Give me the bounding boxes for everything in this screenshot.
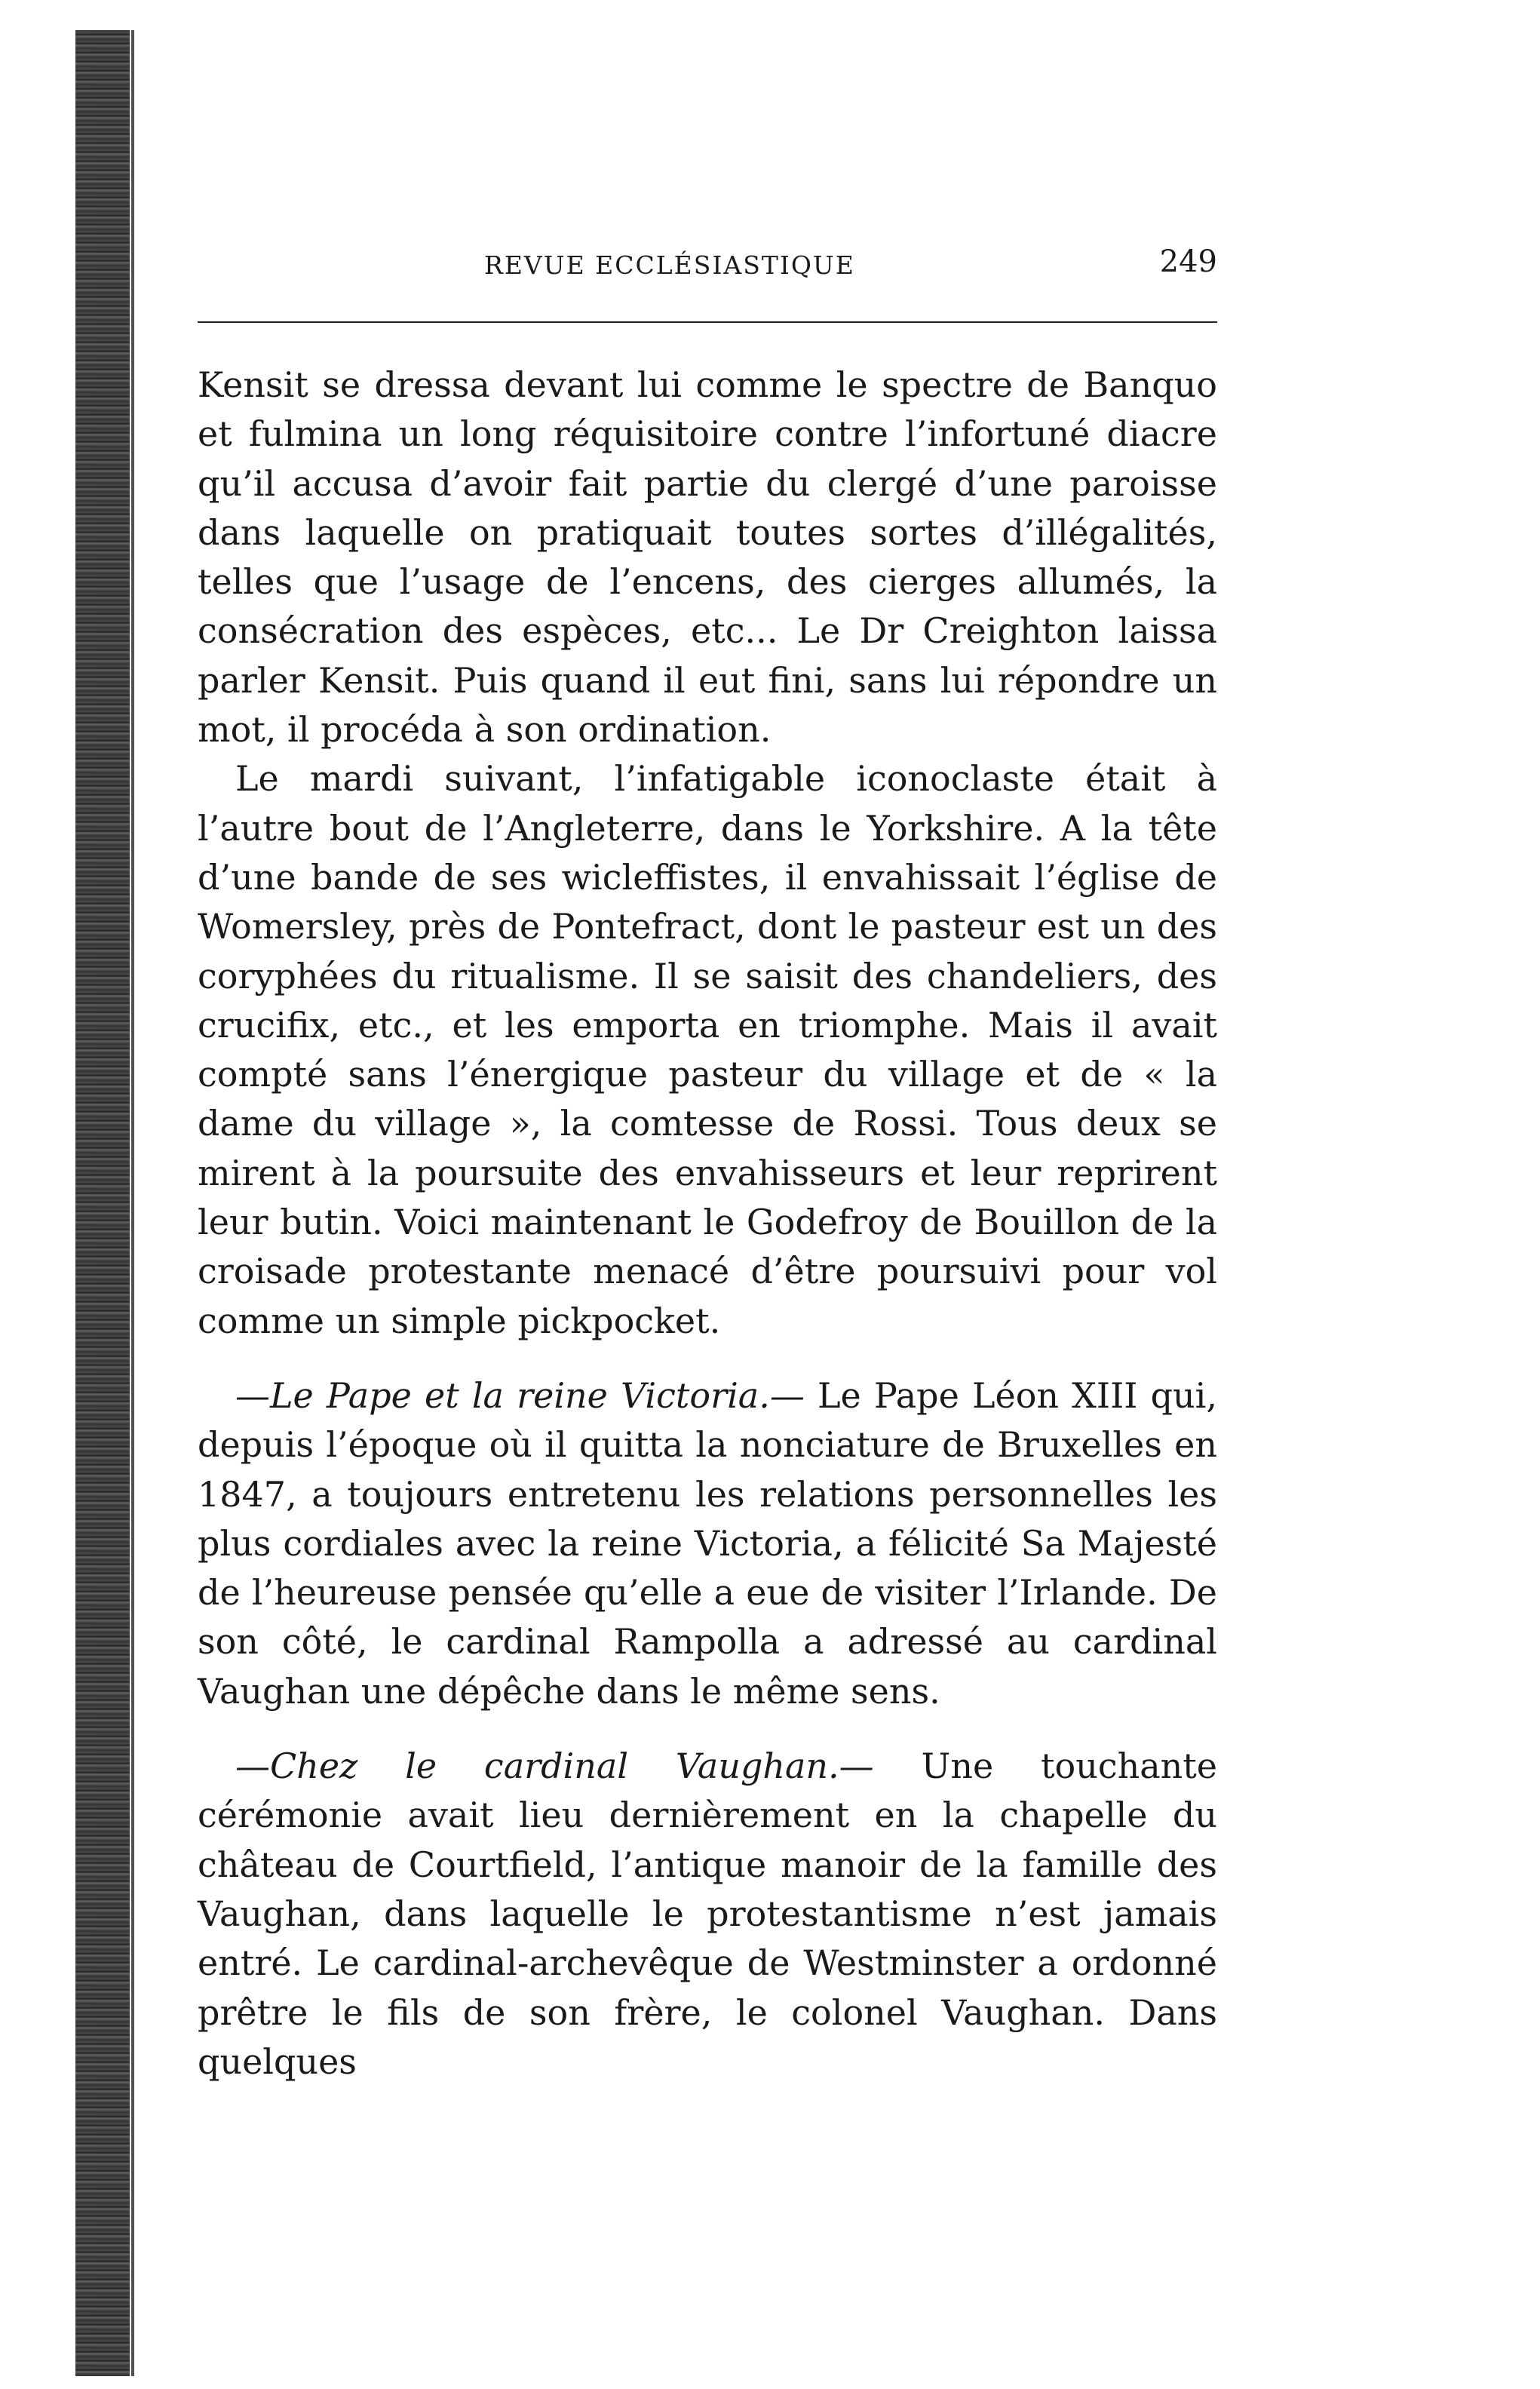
paragraph-4 bbox=[198, 1742, 1217, 2087]
section-heading-pape-reine: —Le Pape et la reine Victoria.— bbox=[235, 1374, 805, 1416]
paragraph-3-text: Le Pape Léon XIII qui, depuis l’époque où il quitta la nonciature de Bruxelles en 1847, a toujours entretenu les relations personnelles les plus cordiales avec la reine Victoria, a félicité Sa Majesté de l’heureuse pensée qu’elle a eue de visiter l’Irlande. De son côté, le cardinal Rampolla a adressé au cardinal Vaughan une dépêche dans le même sens. bbox=[198, 1374, 1217, 1712]
paragraph-2 bbox=[198, 754, 1217, 1346]
paragraph-3 bbox=[198, 1371, 1217, 1716]
paragraph-2-text: Le mardi suivant, l’infatigable iconoclaste était à l’autre bout de l’Angleterre, dans le Yorkshire. A la tête d’une bande de ses wicleffistes, il envahissait l’église de Womersley, près de Pontefract, dont le pasteur est un des coryphées du ritualisme. Il se saisit des chandeliers, des crucifix, etc., et les emporta en triomphe. Mais il avait compté sans l’énergique pasteur du village et de « la dame du village », la comtesse de Rossi. Tous deux se mirent à la poursuite des envahisseurs et leur reprirent leur butin. Voici maintenant le Godefroy de Bouillon de la croisade protestante menacé d’être poursuivi pour vol comme un simple pickpocket. bbox=[198, 758, 1217, 1341]
section-heading-cardinal-vaughan: —Chez le cardinal Vaughan.— bbox=[235, 1746, 874, 1787]
paragraph-4-text: Une touchante cérémonie avait lieu dernièrement en la chapelle du château de Courtfield, l’antique manoir de la famille des Vaughan, dans laquelle le protestantisme n’est jamais entré. Le cardinal-archevêque de Westminster a ordonné prêtre le fils de son frère, le colonel Vaughan. Dans quelques bbox=[198, 1746, 1217, 2082]
page-number: 249 bbox=[1159, 244, 1217, 279]
running-head bbox=[198, 235, 1217, 281]
header-rule bbox=[198, 321, 1217, 323]
body-text bbox=[198, 361, 1217, 2087]
running-title: REVUE ECCLÉSIASTIQUE bbox=[484, 250, 855, 280]
paragraph-1 bbox=[198, 361, 1217, 754]
book-spine-edge bbox=[75, 30, 130, 2376]
paragraph-1-text: Kensit se dressa devant lui comme le spectre de Banquo et fulmina un long réquisitoire contre l’infortuné diacre qu’il accusa d’avoir fait partie du clergé d’une paroisse dans laquelle on pratiquait toutes sortes d’illégalités, telles que l’usage de l’encens, des cierges allumés, la consécration des espèces, etc... Le Dr Creighton laissa parler Kensit. Puis quand il eut fini, sans lui répondre un mot, il procéda à son ordination. bbox=[198, 364, 1217, 751]
